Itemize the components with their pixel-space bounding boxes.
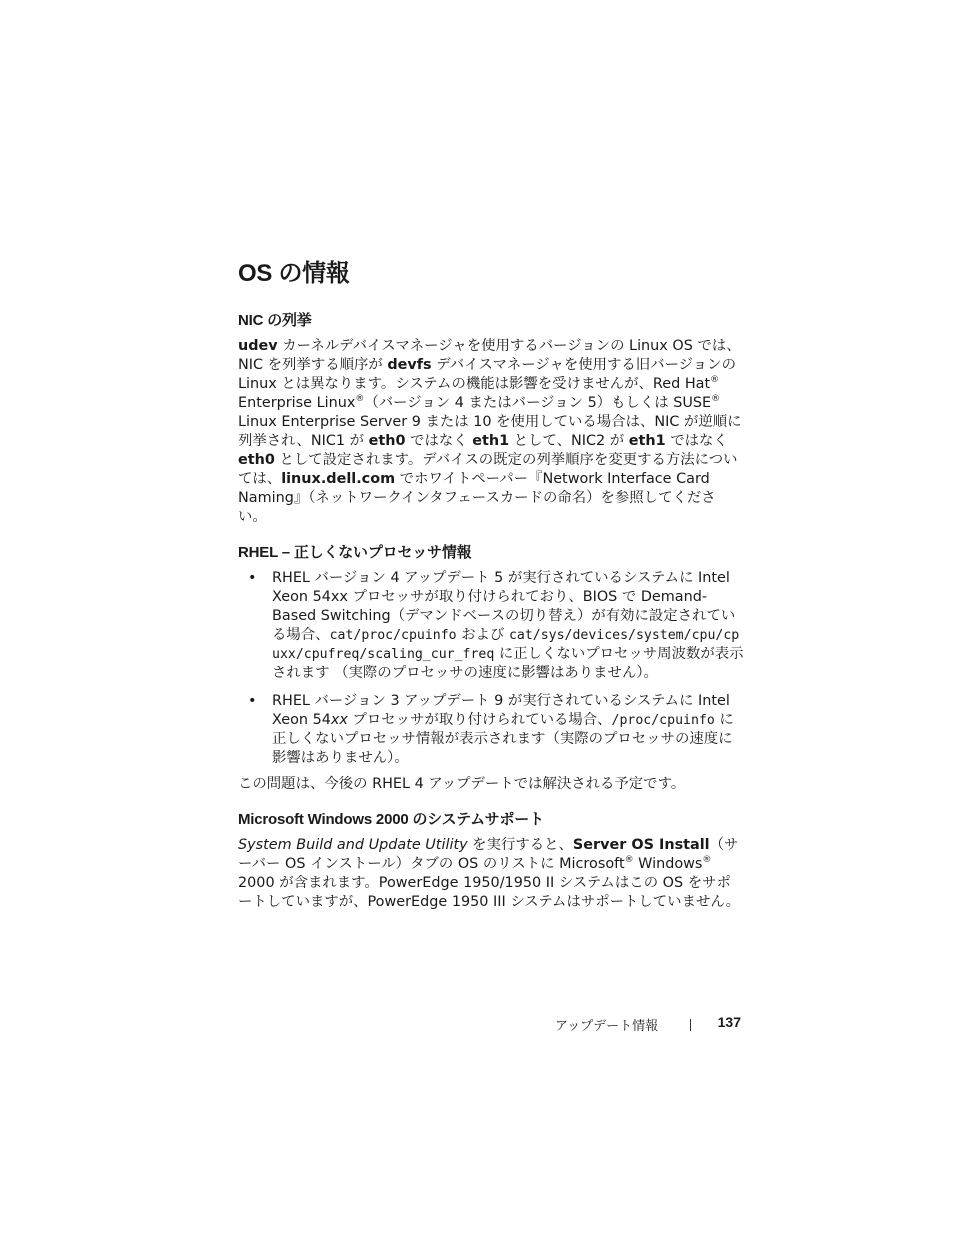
page-footer (552, 1014, 744, 1034)
code-path: cat/proc/cpuinfo (329, 628, 457, 643)
page-number: 137 (717, 1014, 741, 1030)
sbuu-term: System Build and Update Utility (238, 837, 468, 853)
page-content (238, 256, 744, 912)
code-path: cat/sys/devices/system/cpu/cpuxx/cpufreq/scaling_cur_freq (272, 628, 740, 662)
page-heading: OS の情報 (238, 260, 350, 287)
rhel-bullet-list (238, 569, 744, 768)
nic-section-title: NIC の列挙 (238, 312, 312, 329)
server-os-install-term: Server OS Install (572, 837, 710, 853)
udev-term: udev (238, 338, 278, 354)
eth1-term: eth1 (628, 433, 666, 449)
eth0-term: eth0 (238, 452, 275, 468)
footer-section-name: アップデート情報 (555, 1019, 659, 1034)
linux-dell-link: linux.dell.com (281, 471, 396, 487)
bullet-icon: • (248, 693, 257, 709)
eth0-term: eth0 (368, 433, 406, 449)
rhel-note: この問題は、今後の RHEL 4 アップデートでは解決される予定です。 (238, 776, 686, 792)
footer-divider (690, 1019, 691, 1031)
devfs-term: devfs (387, 357, 432, 373)
bullet-icon: • (248, 570, 257, 586)
rhel-section-title: RHEL – 正しくないプロセッサ情報 (238, 544, 472, 561)
list-item: • RHEL バージョン 4 アップデート 5 が実行されているシステムに Intel Xeon 54xx プロセッサが取り付けられており、BIOS で Demand-Based Switching（デマンドベースの切り替え）が有効に設定されている場合、cat/proc/cpuinfo および cat/sys/devices/system/cpu/cpuxx/cpufreq/scaling_cur_freq に正しくないプロセッサ周波数が表示されます （実際のプロセッサの速度に影響はありません）。 (248, 570, 744, 681)
windows-paragraph: System Build and Update Utility を実行すると、Server OS Install（サーバー OS インストール）タブの OS のリストに Microsoft® Windows® 2000 が含まれます。PowerEdge 1950/1950 II システムはこの OS をサポートしていますが、PowerEdge 1950 III システムはサポートしていません。 (238, 837, 740, 910)
windows-section-title: Microsoft Windows 2000 のシステムサポート (238, 811, 544, 828)
eth1-term: eth1 (472, 433, 510, 449)
nic-paragraph: udev カーネルデバイスマネージャを使用するバージョンの Linux OS では、NIC を列挙する順序が devfs デバイスマネージャを使用する旧バージョンの Linux とは異なります。システムの機能は影響を受けませんが、Red Hat® Enterprise Linux®（バージョン 4 またはバージョン 5）もしくは SUSE® Linux Enterprise Server 9 または 10 を使用している場合は、NIC が逆順に列挙され、NIC1 が eth0 ではなく eth1 として、NIC2 が eth1 ではなく eth0 として設定されます。デバイスの既定の列挙順序を変更する方法については、linux.dell.com でホワイトペーパー『Network Interface Card Naming』（ネットワークインタフェースカードの命名）を参照してください。 (238, 338, 742, 525)
code-path: /proc/cpuinfo (611, 713, 715, 728)
list-item: • RHEL バージョン 3 アップデート 9 が実行されているシステムに Intel Xeon 54xx プロセッサが取り付けられている場合、/proc/cpuinfo に正しくないプロセッサ情報が表示されます（実際のプロセッサの速度に影響はありません）。 (248, 693, 734, 766)
